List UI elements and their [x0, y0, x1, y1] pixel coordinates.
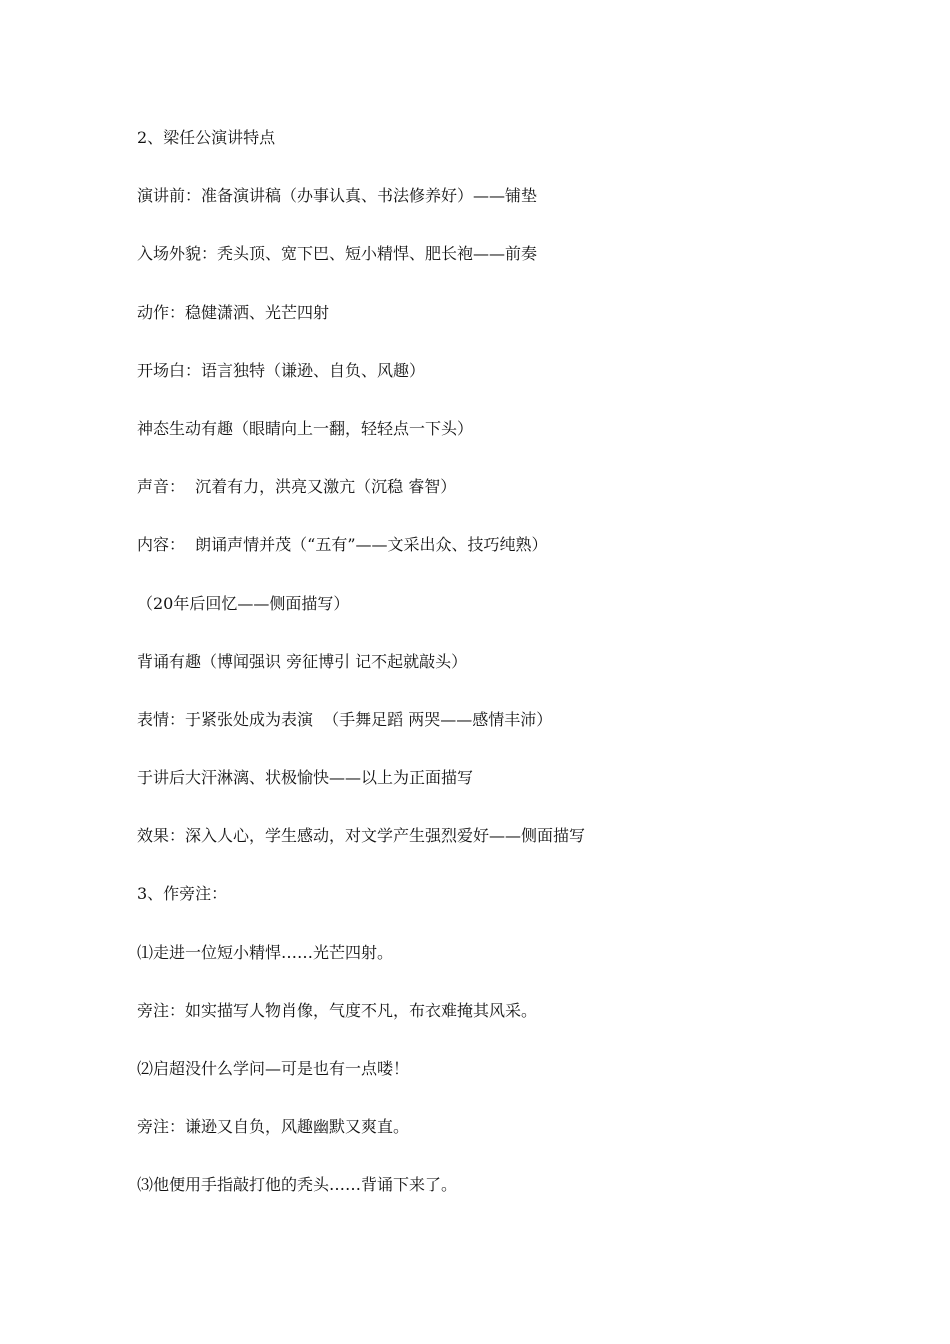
section-heading-annotations: 3、作旁注：: [137, 884, 228, 904]
quote-line: ⑶他便用手指敲打他的秃头……背诵下来了。: [137, 1175, 458, 1195]
text-line: 效果：深入人心，学生感动，对文学产生强烈爱好——侧面描写: [137, 826, 586, 846]
text-line: 神态生动有趣（眼睛向上一翻，轻轻点一下头）: [137, 418, 474, 438]
quote-line: ⑵启超没什么学问—可是也有一点喽！: [137, 1059, 410, 1078]
section-heading-speech-features: 2、梁任公演讲特点: [137, 128, 276, 147]
text-line: 于讲后大汗淋漓、状极愉快——以上为正面描写: [137, 768, 474, 788]
text-line: 入场外貌：秃头顶、宽下巴、短小精悍、肥长袍——前奏: [137, 244, 538, 264]
text-line: 内容： 朗诵声情并茂（“五有”——文采出众、技巧纯熟）: [137, 535, 548, 555]
text-line: 表情：于紧张处成为表演 （手舞足蹈 两哭——感情丰沛）: [137, 709, 553, 729]
text-line: （20年后回忆——侧面描写）: [137, 593, 350, 613]
document-body: [137, 124, 857, 1230]
text-line: 开场白：语言独特（谦逊、自负、风趣）: [137, 360, 426, 380]
text-line: 演讲前：准备演讲稿（办事认真、书法修养好）——铺垫: [137, 186, 538, 206]
quote-line: ⑴走进一位短小精悍……光芒四射。: [137, 942, 394, 962]
annotation-line: 旁注：如实描写人物肖像，气度不凡，布衣难掩其风采。: [137, 1000, 538, 1020]
annotation-line: 旁注：谦逊又自负，风趣幽默又爽直。: [137, 1117, 410, 1137]
text-line: 动作：稳健潇洒、光芒四射: [137, 302, 330, 322]
text-line: 背诵有趣（博闻强识 旁征博引 记不起就敲头）: [137, 651, 468, 671]
text-line: 声音： 沉着有力，洪亮又激亢（沉稳 睿智）: [137, 477, 457, 497]
